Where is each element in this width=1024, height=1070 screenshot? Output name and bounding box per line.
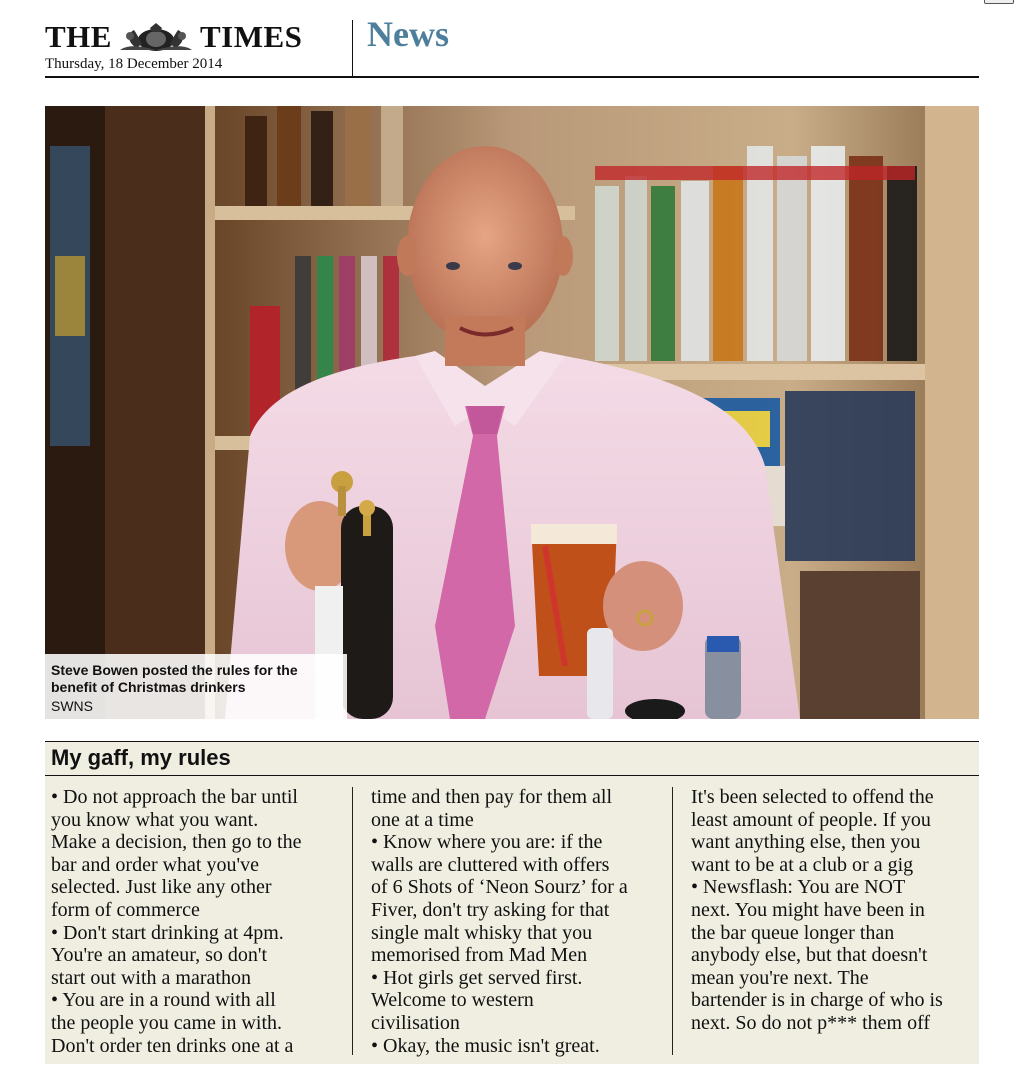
column-divider (672, 787, 673, 1055)
text-line: • You are in a round with all (51, 989, 276, 1012)
text-line: you know what you want. (51, 808, 259, 831)
text-line: • Do not approach the bar until (51, 786, 298, 808)
photo-credit: SWNS (51, 698, 93, 714)
barman-photo-illustration (45, 106, 979, 719)
masthead-divider (352, 20, 353, 78)
logo-text-the: THE (45, 19, 112, 54)
section-title[interactable]: News (367, 14, 449, 54)
royal-crest-icon (114, 22, 198, 52)
text-line: memorised from Mad Men (371, 944, 588, 967)
text-line: of 6 Shots of ‘Neon Sourz’ for a (371, 876, 628, 899)
text-line: You're an amateur, so don't (51, 944, 268, 967)
text-line: • Hot girls get served first. (371, 966, 583, 989)
text-line: bar and order what you've (51, 853, 259, 876)
text-line: next. So do not p*** them off (691, 1011, 931, 1034)
text-line: Don't order ten drinks one at a (51, 1034, 294, 1057)
text-line: single malt whisky that you (371, 921, 593, 944)
text-line: It's been selected to offend the (691, 786, 934, 808)
rules-box (45, 741, 979, 1064)
rules-box-title: My gaff, my rules (51, 745, 231, 770)
text-line: want to be at a club or a gig (691, 853, 914, 876)
photo-caption (45, 654, 347, 719)
rules-column-1 (51, 786, 341, 1057)
article-photo (45, 106, 979, 719)
text-line: start out with a marathon (51, 966, 251, 989)
caption-text: Steve Bowen posted the rules for the benefit of Christmas drinkers (51, 662, 298, 695)
text-line: want anything else, then you (691, 831, 921, 854)
text-line: • Don't start drinking at 4pm. (51, 921, 284, 944)
newspaper-logo[interactable] (45, 20, 302, 54)
rules-column-2 (371, 786, 665, 1057)
text-line: selected. Just like any other (51, 876, 272, 899)
text-line: • Newsflash: You are NOT (691, 876, 906, 899)
text-line: Welcome to western (371, 989, 534, 1012)
text-line: Fiver, don't try asking for that (371, 898, 610, 921)
status-bar (0, 0, 1024, 6)
text-line: least amount of people. If you (691, 808, 931, 831)
battery-icon (984, 0, 1014, 4)
text-line: time and then pay for them all (371, 786, 613, 808)
issue-date: Thursday, 18 December 2014 (45, 56, 223, 72)
text-line: bartender is in charge of who is (691, 989, 943, 1012)
text-line: mean you're next. The (691, 966, 869, 989)
logo-text-times: TIMES (199, 19, 303, 54)
text-line: Make a decision, then go to the (51, 831, 302, 854)
text-line: the people you came in with. (51, 1011, 283, 1034)
text-line: walls are cluttered with offers (371, 853, 610, 876)
text-line: next. You might have been in (691, 898, 925, 921)
text-line: one at a time (371, 808, 474, 831)
text-line: civilisation (371, 1011, 460, 1034)
masthead (45, 16, 979, 78)
text-line: anybody else, but that doesn't (691, 944, 928, 967)
text-line: • Know where you are: if the (371, 831, 603, 854)
text-line: the bar queue longer than (691, 921, 895, 944)
text-line: form of commerce (51, 898, 200, 921)
rules-box-header (45, 741, 979, 776)
text-line: • Okay, the music isn't great. (371, 1034, 600, 1057)
rules-column-3 (691, 786, 979, 1035)
column-divider (352, 787, 353, 1055)
